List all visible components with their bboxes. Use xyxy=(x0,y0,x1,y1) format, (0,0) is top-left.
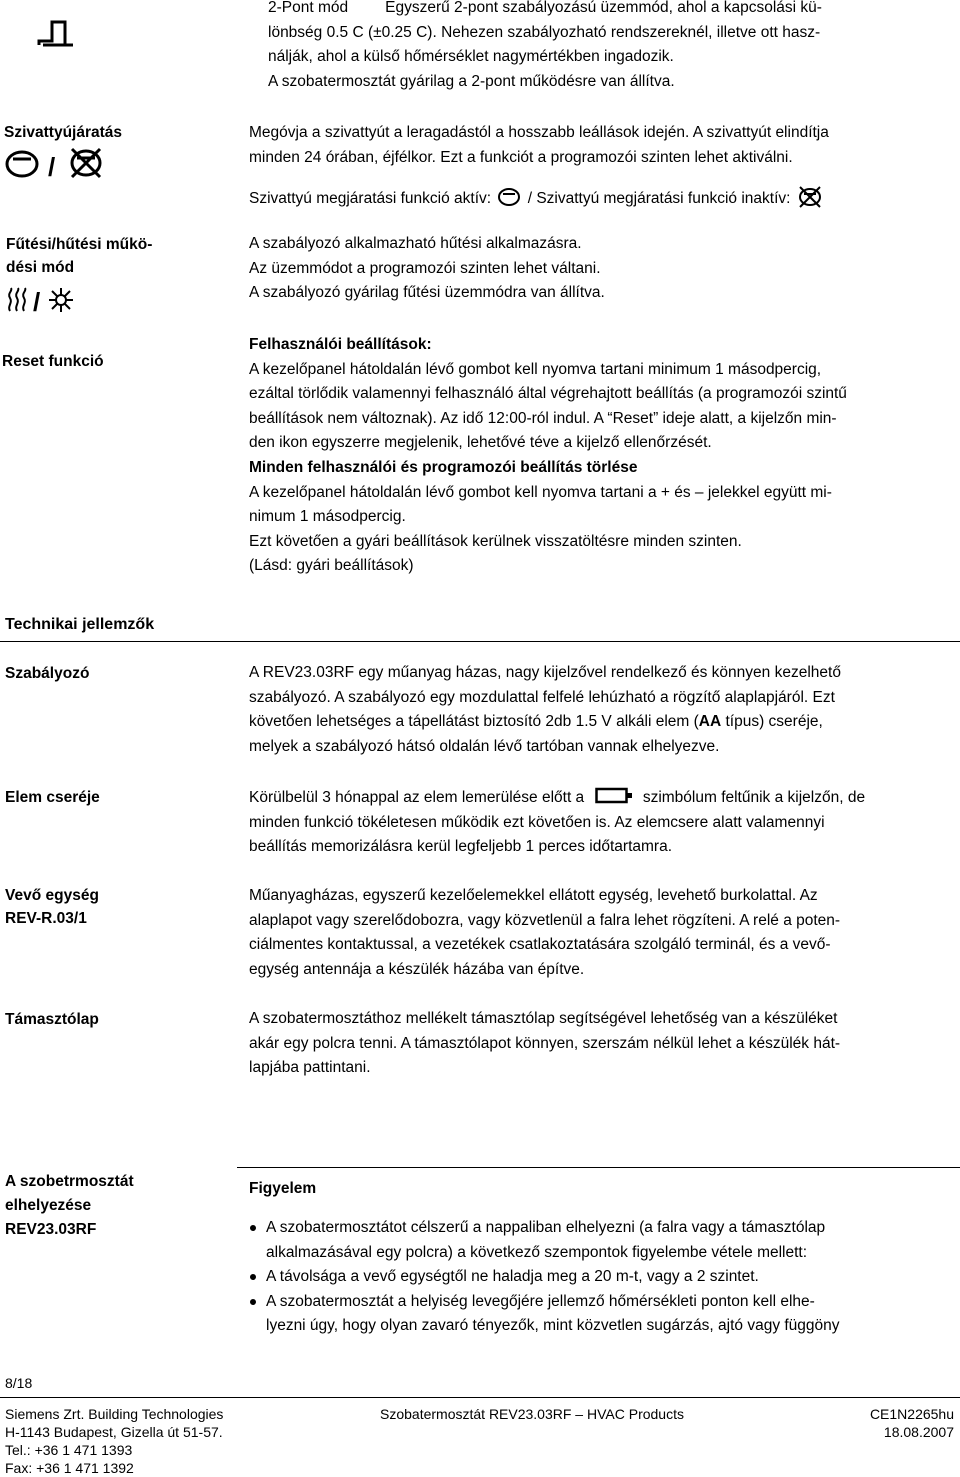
tech-heading: Technikai jellemzők xyxy=(5,616,155,633)
pump-active-icon xyxy=(497,187,521,207)
footer-rule xyxy=(0,1397,960,1398)
two-point-mode-label: 2-Pont mód xyxy=(268,0,349,16)
heatcool-description xyxy=(249,232,954,306)
stand-title: Támasztólap xyxy=(5,1011,99,1028)
placement-bullet: A távolsága a vevő egységtől ne haladja meg a 20 m-t, vagy a 2 szintet. xyxy=(249,1265,954,1290)
receiver-line: alaplapot vagy szerelődobozra, vagy közvetlenül a falra lehet rögzíteni. A relé a poten- xyxy=(249,911,841,929)
heatcool-title-line: dési mód xyxy=(6,259,75,276)
reset-line: den ikon egyszerre megjelenik, lehetővé téve a kijelző ellenőrzését. xyxy=(249,434,712,452)
heatcool-section-title xyxy=(6,233,152,279)
heatcool-desc-line: A szabályozó gyárilag fűtési üzemmódra van állítva. xyxy=(249,284,605,302)
two-point-desc: nálják, ahol a külső hőmérséklet nagymértékben ingadozik. xyxy=(268,48,674,66)
footer-address: H-1143 Budapest, Gizella út 51-57. xyxy=(5,1424,223,1440)
battery-line: beállítás memorizálásra kerül legfeljebb 1 perces időtartamra. xyxy=(249,838,673,856)
regulator-description xyxy=(249,661,954,759)
attention-heading: Figyelem xyxy=(249,1180,317,1197)
reset-all-heading: Minden felhasználói és programozói beállítás törlése xyxy=(249,458,638,476)
reset-line: (Lásd: gyári beállítások) xyxy=(249,557,414,575)
footer-fax: Fax: +36 1 471 1392 xyxy=(5,1460,134,1476)
pump-icon-separator: / xyxy=(48,152,56,182)
two-point-mode-section xyxy=(268,0,958,94)
pump-active-icon xyxy=(4,149,40,179)
footer-company-name: Siemens Zrt. Building Technologies xyxy=(5,1406,224,1422)
battery-low-icon xyxy=(595,787,633,805)
two-point-desc: lönbség 0.5 C (±0.25 C). Nehezen szabályozható rendszereknél, illetve ott hasz- xyxy=(268,23,821,41)
footer-doc-title: Szobatermosztát REV23.03RF – HVAC Products xyxy=(380,1406,684,1422)
stand-description xyxy=(249,1007,954,1081)
reset-line: beállítások nem változnak). Az idő 12:00-ról indul. A “Reset” ideje alatt, a kijelzőn min- xyxy=(249,409,837,427)
battery-title: Elem cseréje xyxy=(5,789,100,806)
pump-inactive-icon xyxy=(797,185,823,209)
tech-heading-rule xyxy=(0,641,960,642)
receiver-title: Vevő egység REV-R.03/1 xyxy=(5,887,99,927)
two-point-desc: A szobatermosztát gyárilag a 2-pont működésre van állítva. xyxy=(268,72,675,90)
regulator-line: melyek a szabályozó hátsó oldalán lévő tartóban vannak elhelyezve. xyxy=(249,737,720,755)
footer-date: 18.08.2007 xyxy=(883,1424,954,1440)
stand-line: akár egy polcra tenni. A támasztólapot könnyen, szerszám nélkül lehet a készülék hát- xyxy=(249,1034,841,1052)
placement-list xyxy=(249,1216,954,1339)
reset-description xyxy=(249,333,954,579)
footer-tel: Tel.: +36 1 471 1393 xyxy=(5,1442,133,1458)
reset-line: ezáltal törlődik valamennyi felhasználó által végrehajtott beállítás (a programozói szintű xyxy=(249,385,847,403)
cooling-icon xyxy=(48,287,74,313)
battery-line: minden funkció tökéletesen működik ezt követően is. Az elemcsere alatt valamennyi xyxy=(249,813,825,831)
battery-description xyxy=(249,786,959,860)
reset-line: nimum 1 másodpercig. xyxy=(249,508,406,526)
receiver-line: Műanyagházas, egyszerű kezelőelemekkel ellátott egység, levehető burkolattal. Az xyxy=(249,887,818,904)
regulator-line: szabályozó. A szabályozó egy mozdulattal felfelé lehúzható a rögzítő alaplapjáról. Ezt xyxy=(249,688,835,706)
heatcool-icon-separator: / xyxy=(33,287,41,317)
pump-inactive-icon xyxy=(68,146,104,180)
heatcool-desc-line: A szabályozó alkalmazható hűtési alkalmazásra. xyxy=(249,235,582,252)
heatcool-title-line: Fűtési/hűtési műkö- xyxy=(6,236,153,253)
pump-status-line xyxy=(249,185,954,212)
heating-icon xyxy=(6,287,30,313)
pump-desc-line: minden 24 órában, éjfélkor. Ezt a funkciót a programozói szinten lehet aktiválni. xyxy=(249,148,793,166)
stand-line: A szobatermosztáthoz mellékelt támasztólap segítségével lehetőség van a készüléket xyxy=(249,1010,838,1027)
placement-bullet: A szobatermosztátot célszerű a nappaliban elhelyezni (a falra vagy a támasztólap alkalmazásával egy polcra) a következő szempontok figyelembe vétele mellett: xyxy=(249,1216,954,1265)
stand-line: lapjába pattintani. xyxy=(249,1059,371,1077)
reset-line: A kezelőpanel hátoldalán lévő gombot kell nyomva tartani minimum 1 másodpercig, xyxy=(249,360,822,378)
pump-inactive-text: / Szivattyú megjáratási funkció inaktív: xyxy=(527,190,791,207)
footer-doc-code: CE1N2265hu xyxy=(869,1406,954,1422)
footer-doc-meta xyxy=(870,1405,954,1441)
heatcool-desc-line: Az üzemmódot a programozói szinten lehet váltani. xyxy=(249,259,601,277)
receiver-description xyxy=(249,884,954,982)
pump-active-text: Szivattyú megjáratási funkció aktív: xyxy=(249,190,492,207)
footer-company xyxy=(5,1405,223,1477)
receiver-line: egység antennája a készülék házába van építve. xyxy=(249,960,585,978)
placement-rule xyxy=(237,1167,960,1168)
regulator-title: Szabályozó xyxy=(5,665,90,682)
pump-desc-line: Megóvja a szivattyút a leragadástól a hosszabb leállások idején. A szivattyút elindítja xyxy=(249,124,829,141)
two-point-desc: Egyszerű 2-pont szabályozású üzemmód, ahol a kapcsolási kü- xyxy=(385,0,822,16)
reset-section-title: Reset funkció xyxy=(2,353,104,370)
placement-bullet: A szobatermosztát a helyiség levegőjére jellemző hőmérsékleti ponton kell elhe- lyezni úgy, hogy olyan zavaró tényezők, mint közvetlen sugárzás, ajtó vagy függöny xyxy=(249,1290,954,1339)
pump-section-title: Szivattyújáratás xyxy=(4,124,123,141)
pump-description xyxy=(249,121,954,170)
regulator-line: követően lehetséges a tápellátást biztosító 2db 1.5 V alkáli elem (AA típus) cseréje, xyxy=(249,713,823,731)
reset-line: Ezt követően a gyári beállítások kerülnek visszatöltésre minden szinten. xyxy=(249,532,742,550)
reset-line: A kezelőpanel hátoldalán lévő gombot kell nyomva tartani a + és – jelekkel együtt mi- xyxy=(249,483,832,501)
placement-title: A szobetrmosztát elhelyezése REV23.03RF xyxy=(5,1173,134,1238)
reset-user-heading: Felhasználói beállítások: xyxy=(249,336,432,353)
receiver-line: ciálmentes kontaktussal, a vezetékek csatlakoztatására szolgáló terminál, és a vevő- xyxy=(249,936,831,954)
page-number: 8/18 xyxy=(5,1375,33,1391)
battery-line: Körülbelül 3 hónappal az elem lemerülése előtt a szimbólum feltűnik a kijelzőn, de xyxy=(249,789,866,806)
regulator-line: A REV23.03RF egy műanyag házas, nagy kijelzővel rendelkező és könnyen kezelhető xyxy=(249,664,841,681)
two-point-mode-icon xyxy=(36,18,76,48)
